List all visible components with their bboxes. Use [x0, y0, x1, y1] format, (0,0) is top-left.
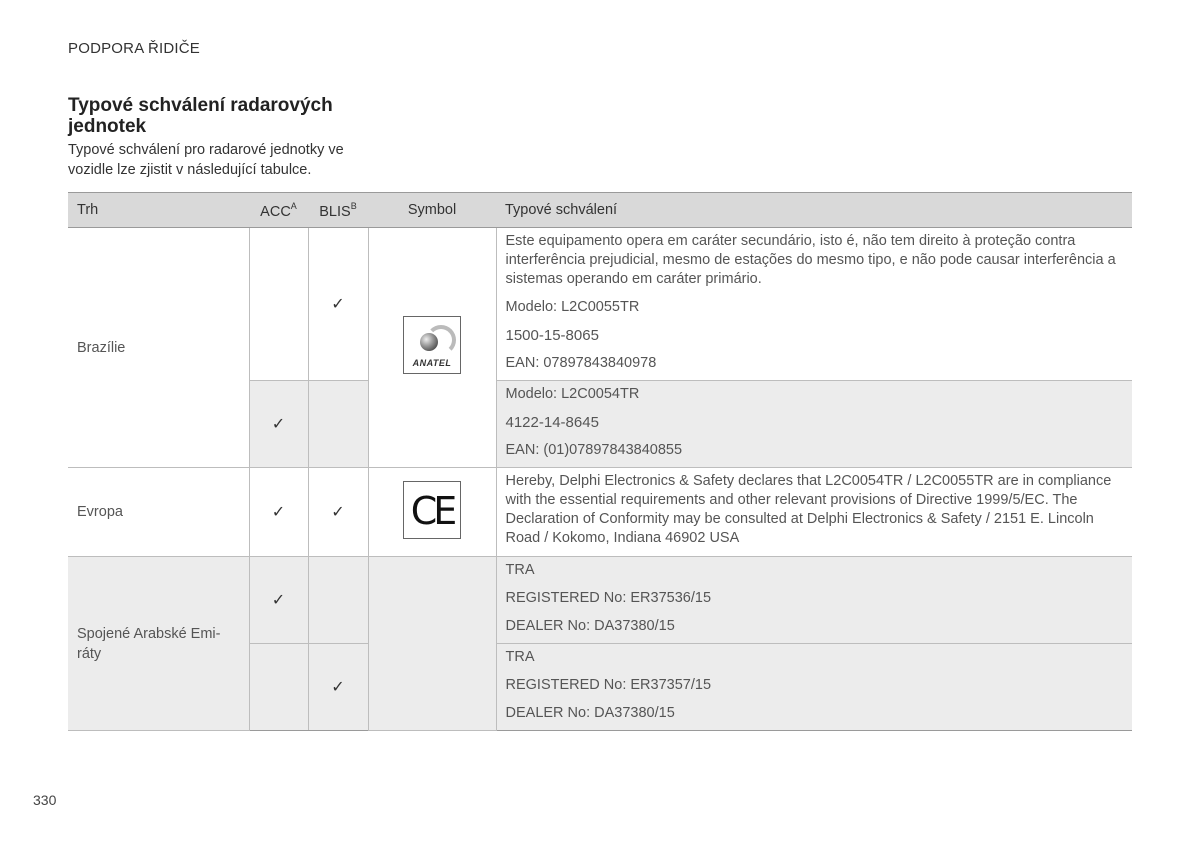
intro-text: Typové schválení pro radarové jednotky ve vozidle lze zjistit v následující tabulce. — [68, 142, 344, 178]
anatel-logo-icon: ANATEL — [403, 316, 461, 374]
table-header-row — [68, 193, 1132, 228]
approval-cell — [496, 644, 1132, 731]
column-header-market: Trh — [68, 193, 249, 228]
blis-check: ✓ — [308, 644, 368, 731]
acc-cell — [249, 228, 308, 381]
acc-cell — [249, 644, 308, 731]
symbol-cell-europe — [368, 468, 496, 557]
page-title: Typové schválení radarových jednotek — [68, 95, 333, 137]
ce-mark-icon: CE — [403, 481, 461, 539]
approval-registered: REGISTERED No: ER37357/15 — [505, 677, 712, 693]
page-number: 330 — [33, 792, 57, 808]
blis-cell — [308, 381, 368, 468]
approval-number: 4122-14-8645 — [505, 414, 599, 431]
approval-number: 1500-15-8065 — [505, 327, 599, 344]
approval-model: Modelo: L2C0055TR — [505, 299, 640, 315]
approval-registered: REGISTERED No: ER37536/15 — [505, 590, 712, 606]
approval-cell — [496, 381, 1132, 468]
approval-ean: EAN: (01)07897843840855 — [505, 442, 683, 458]
symbol-cell-brazil — [368, 228, 496, 468]
market-cell-europe: Evropa — [68, 468, 249, 557]
table-row — [68, 468, 1132, 557]
column-header-blis: $BLIS^B$ — [308, 193, 368, 228]
table-row — [68, 557, 1132, 644]
approval-authority: TRA — [505, 562, 535, 578]
approval-cell — [496, 557, 1132, 644]
acc-check: ✓ — [249, 468, 308, 557]
approval-model: Modelo: L2C0054TR — [505, 386, 640, 402]
approval-cell — [496, 468, 1132, 557]
approval-dealer: DEALER No: DA37380/15 — [505, 618, 675, 634]
blis-check: ✓ — [308, 228, 368, 381]
radar-approval-table — [68, 192, 1132, 731]
column-header-symbol: Symbol — [368, 193, 496, 228]
symbol-cell-uae — [368, 557, 496, 731]
approval-authority: TRA — [505, 649, 535, 665]
approval-cell — [496, 228, 1132, 381]
approval-statement: Este equipamento opera em caráter secundário, isto é, não tem direito à proteção contra interferência prejudicial, mesmo de estações do mesmo tipo, e não pode causar interferência a sistemas operando em caráter primário. — [505, 233, 1116, 287]
market-cell-brazil: Brazílie — [68, 228, 249, 468]
section-header: PODPORA ŘIDIČE — [68, 40, 200, 57]
table-row — [68, 228, 1132, 381]
approval-dealer: DEALER No: DA37380/15 — [505, 705, 675, 721]
acc-check: ✓ — [249, 557, 308, 644]
market-cell-uae: Spojené Arabské Emi- ráty — [68, 557, 249, 731]
blis-check: ✓ — [308, 468, 368, 557]
approval-ean: EAN: 07897843840978 — [505, 355, 657, 371]
column-header-approval: Typové schválení — [496, 193, 1132, 228]
acc-check: ✓ — [249, 381, 308, 468]
column-header-acc: $ACC^A$ — [249, 193, 308, 228]
blis-cell — [308, 557, 368, 644]
approval-statement: Hereby, Delphi Electronics & Safety declares that L2C0054TR / L2C0055TR are in compliance with the essential requirements and other relevant provisions of Directive 1999/5/EC. The Declaration of Conformity may be consulted at Delphi Electronics & Safety / 2151 E. Lincoln Road / Kokomo, Indiana 46902 USA — [505, 473, 1112, 546]
